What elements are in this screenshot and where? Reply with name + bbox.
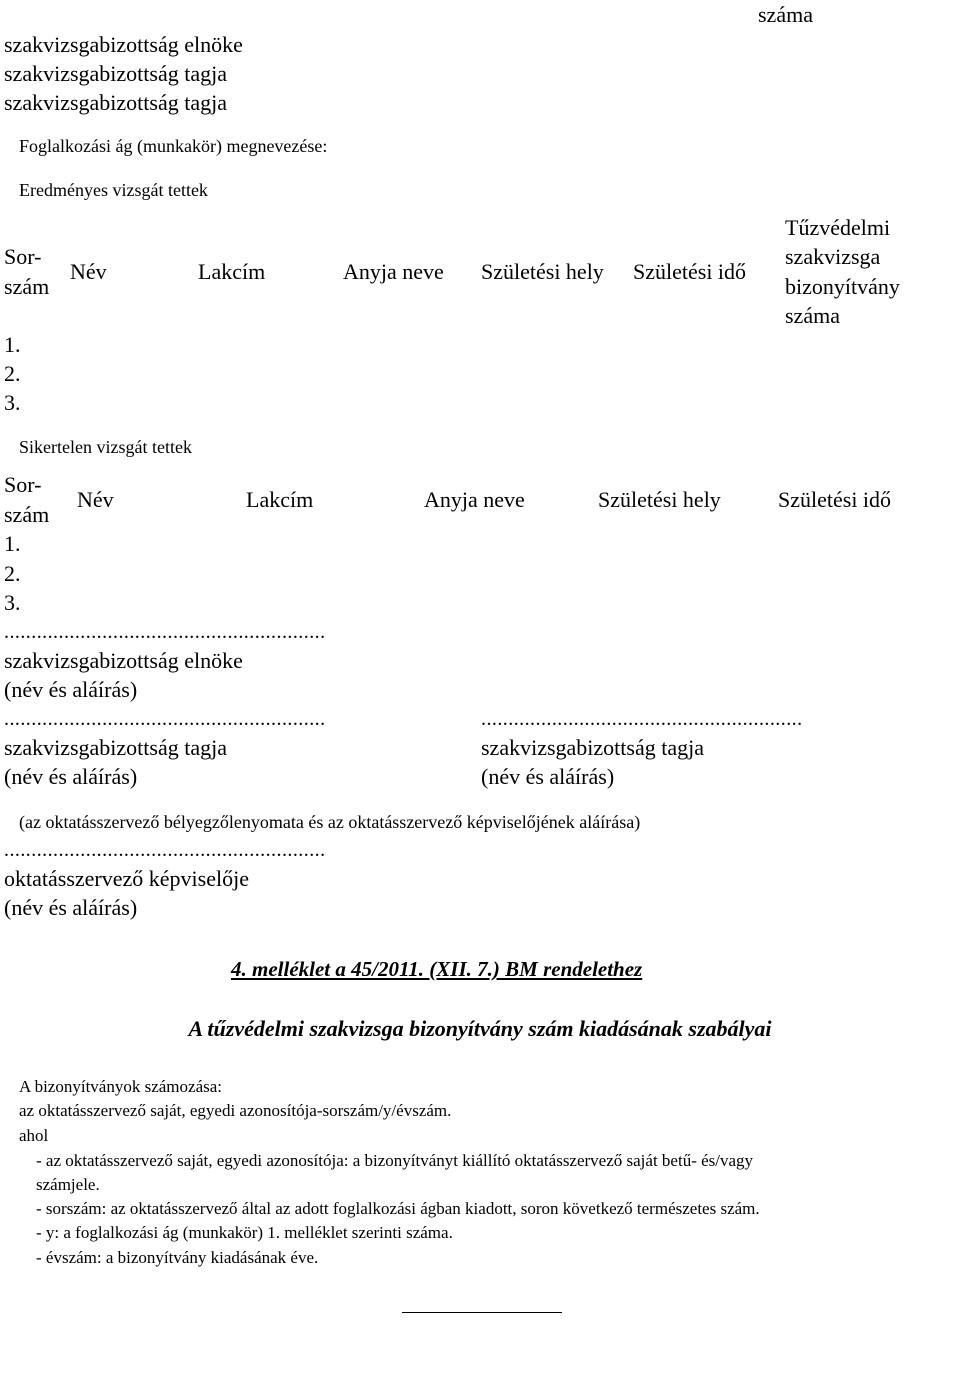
chair-signature-role: szakvizsgabizottság elnöke [4,648,243,673]
numbering-format: az oktatásszervező saját, egyedi azonosítója-sorszám/y/évszám. [19,1101,452,1120]
unsuccessful-heading: Sikertelen vizsgát tettek [19,437,192,457]
col-sorszam-line1: Sor- [4,244,42,269]
row-number: 2. [4,561,21,586]
occupation-label: Foglalkozási ág (munkakör) megnevezése: [19,136,328,156]
name-and-signature: (név és aláírás) [4,764,138,789]
rule-item-continuation: számjele. [36,1175,100,1194]
successful-heading: Eredményes vizsgát tettek [19,180,208,200]
col-szuletesi-ido: Születési idő [778,487,892,512]
member-signature-role: szakvizsgabizottság tagja [4,735,227,760]
name-and-signature: (név és aláírás) [4,895,138,920]
stamp-note: (az oktatásszervező bélyegzőlenyomata és az oktatásszervező képviselőjének aláírása) [19,812,641,832]
annex-title: 4. melléklet a 45/2011. (XII. 7.) BM rendelethez [231,957,643,981]
col-cert-line4: száma [785,303,840,328]
col-cert-line2: szakvizsga [785,244,881,269]
col-lakcim: Lakcím [198,259,266,284]
rule-item: - y: a foglalkozási ág (munkakör) 1. melléklet szerinti száma. [36,1223,453,1242]
col-szuletesi-hely: Születési hely [598,487,721,512]
col-anyja-neve: Anyja neve [424,487,525,512]
annex-subtitle: A tűzvédelmi szakvizsga bizonyítvány szám kiadásának szabályai [188,1016,772,1041]
col-sorszam-line1: Sor- [4,472,42,497]
row-number: 3. [4,390,21,415]
rule-item: - az oktatásszervező saját, egyedi azonosítója: a bizonyítványt kiállító oktatásszervező saját betű- és/vagy [36,1151,754,1170]
col-sorszam-line2: szám [4,274,50,299]
numbering-label: A bizonyítványok számozása: [19,1077,223,1096]
signature-line: ........................................................... [4,708,326,730]
row-number: 1. [4,531,21,556]
page-fragment-text: száma [758,2,813,27]
col-nev: Név [77,487,114,512]
row-number: 2. [4,361,21,386]
end-separator-line [402,1312,562,1313]
col-cert-line3: bizonyítvány [785,274,900,299]
row-number: 1. [4,332,21,357]
committee-member-role: szakvizsgabizottság tagja [4,61,227,86]
col-lakcim: Lakcím [246,487,314,512]
signature-line: ........................................................... [481,708,803,730]
organizer-rep-role: oktatásszervező képviselője [4,866,249,891]
col-sorszam-line2: szám [4,502,50,527]
col-cert-line1: Tűzvédelmi [785,215,891,240]
col-szuletesi-hely: Születési hely [481,259,604,284]
where-label: ahol [19,1126,49,1145]
signature-line: ........................................................... [4,621,326,643]
signature-line: ........................................................... [4,839,326,861]
committee-member-role: szakvizsgabizottság tagja [4,90,227,115]
committee-chair-role: szakvizsgabizottság elnöke [4,32,243,57]
row-number: 3. [4,590,21,615]
name-and-signature: (név és aláírás) [4,677,138,702]
col-anyja-neve: Anyja neve [343,259,444,284]
member-signature-role: szakvizsgabizottság tagja [481,735,704,760]
rule-item: - évszám: a bizonyítvány kiadásának éve. [36,1248,319,1267]
rule-item: - sorszám: az oktatásszervező által az adott foglalkozási ágban kiadott, soron következő természetes szám. [36,1199,760,1218]
col-nev: Név [70,259,107,284]
col-szuletesi-ido: Születési idő [633,259,747,284]
name-and-signature: (név és aláírás) [481,764,615,789]
